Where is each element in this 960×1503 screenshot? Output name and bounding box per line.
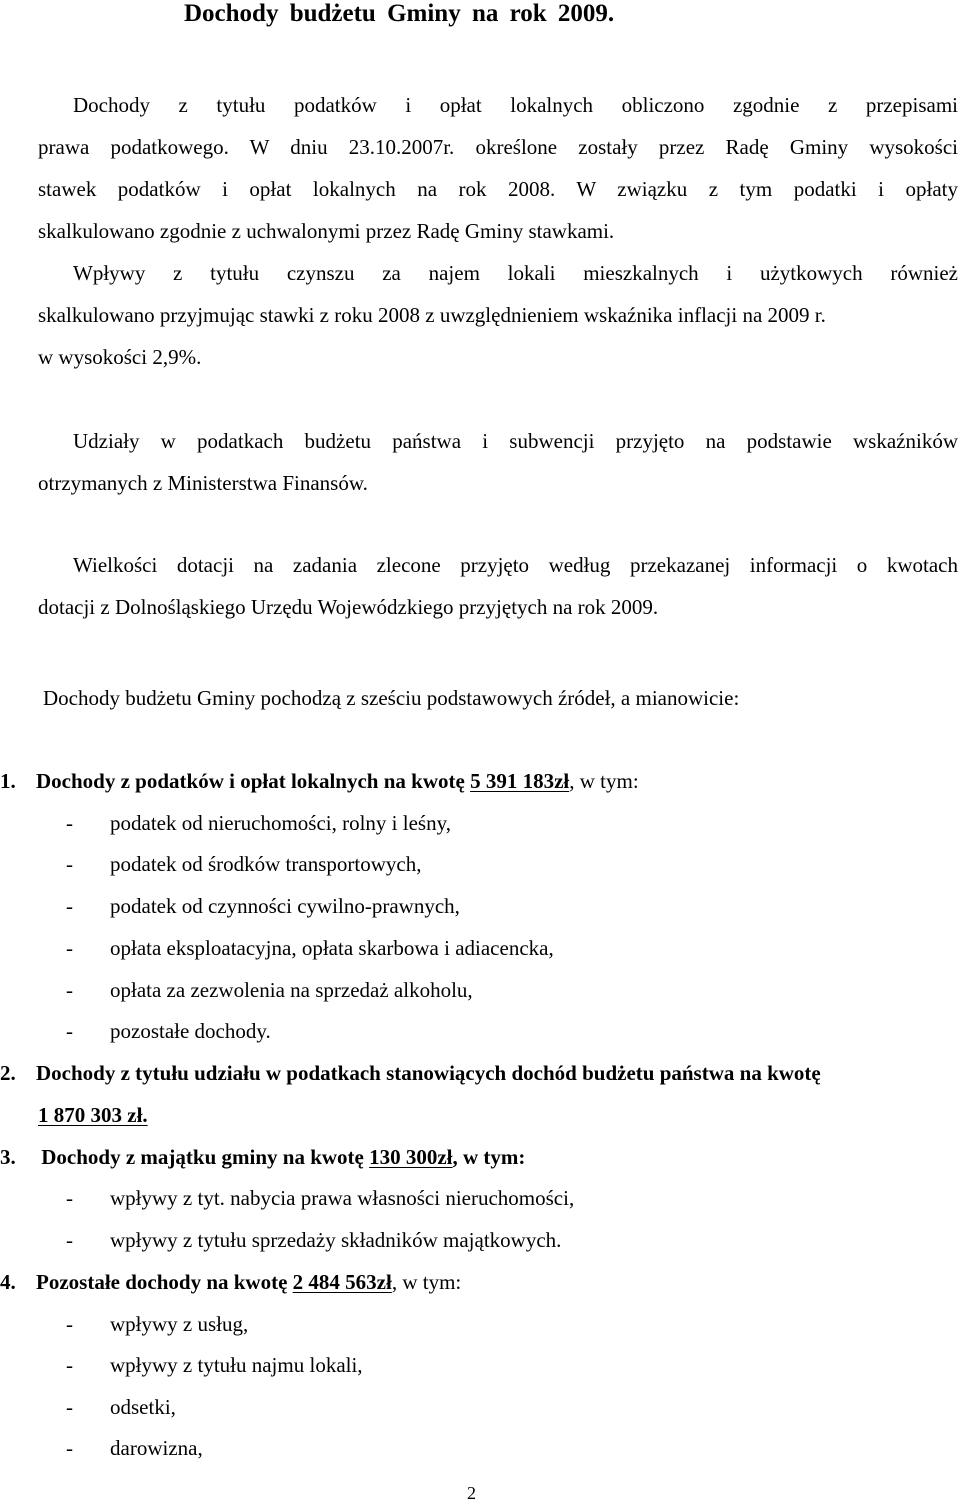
dash-bullet: -: [66, 1019, 73, 1043]
dash-bullet: -: [66, 811, 73, 835]
list-item-text: podatek od czynności cywilno-prawnych,: [110, 894, 460, 918]
dash-bullet: -: [66, 1228, 73, 1252]
zrodla-sentence: [43, 677, 960, 719]
list-item-text: wpływy z tytułu najmu lokali,: [110, 1353, 363, 1377]
list-item: [66, 1303, 248, 1345]
section-3-number: 3.: [0, 1145, 16, 1169]
udzialy-line-1: Udziały w podatkach budżetu państwa i subwencji przyjęto na podstawie wskaźników: [73, 429, 958, 453]
list-item: [66, 885, 460, 927]
section-1-amount: 5 391 183zł: [470, 769, 570, 793]
list-item-text: wpływy z tyt. nabycia prawa własności nieruchomości,: [110, 1186, 575, 1210]
section-4-heading: [0, 1261, 461, 1303]
intro-line-7: w wysokości 2,9%.: [38, 345, 202, 369]
section-3-title: Dochody z majątku gminy na kwotę: [36, 1145, 370, 1169]
section-2-heading: [0, 1052, 821, 1094]
section-4-amount: 2 484 563zł: [292, 1270, 392, 1294]
section-4-title: Pozostałe dochody na kwotę: [36, 1270, 293, 1294]
dotacje-line-1: Wielkości dotacji na zadania zlecone przyjęto według przekazanej informacji o kwotach: [73, 553, 958, 577]
section-2-amount-line: [38, 1094, 148, 1136]
dash-bullet: -: [66, 894, 73, 918]
list-item-text: odsetki,: [110, 1395, 176, 1419]
page-number: 2: [467, 1483, 476, 1503]
intro-line-5: Wpływy z tytułu czynszu za najem lokali mieszkalnych i użytkowych również: [73, 261, 958, 285]
list-item: [66, 1386, 176, 1428]
list-item-text: pozostałe dochody.: [110, 1019, 271, 1043]
intro-line-4: skalkulowano zgodnie z uchwalonymi przez Radę Gminy stawkami.: [38, 219, 615, 243]
section-3-heading: [0, 1136, 525, 1178]
list-item: [66, 927, 554, 969]
dotacje-paragraph: [38, 544, 958, 628]
list-item: [66, 1344, 363, 1386]
udzialy-line-2: otrzymanych z Ministerstwa Finansów.: [38, 471, 368, 495]
intro-line-6: skalkulowano przyjmując stawki z roku 2008 z uwzględnieniem wskaźnika inflacji na 2009 r.: [38, 303, 826, 327]
dash-bullet: -: [66, 852, 73, 876]
list-item-text: wpływy z tytułu sprzedaży składników majątkowych.: [110, 1228, 562, 1252]
dash-bullet: -: [66, 1395, 73, 1419]
list-item: [66, 802, 451, 844]
intro-line-2: prawa podatkowego. W dniu 23.10.2007r. określone zostały przez Radę Gminy wysokości: [38, 135, 958, 159]
list-item-text: opłata za zezwolenia na sprzedaż alkoholu,: [110, 978, 473, 1002]
section-4-suffix: , w tym:: [391, 1270, 462, 1294]
section-2-number: 2.: [0, 1061, 16, 1085]
intro-line-3: stawek podatków i opłat lokalnych na rok 2008. W związku z tym podatki i opłaty: [38, 177, 958, 201]
section-1-number: 1.: [0, 769, 16, 793]
list-item-text: podatek od środków transportowych,: [110, 852, 422, 876]
section-3-amount: 130 300zł: [369, 1145, 453, 1169]
udzialy-paragraph: [38, 420, 958, 504]
intro-paragraph: [38, 84, 958, 378]
intro-line-1: Dochody z tytułu podatków i opłat lokalnych obliczono zgodnie z przepisami: [73, 93, 958, 117]
section-3-suffix: , w tym:: [452, 1145, 526, 1169]
dash-bullet: -: [66, 936, 73, 960]
dotacje-line-2: dotacji z Dolnośląskiego Urzędu Wojewódzkiego przyjętych na rok 2009.: [38, 595, 659, 619]
document-title: Dochody budżetu Gminy na rok 2009.: [184, 0, 615, 27]
list-item: [66, 1219, 561, 1261]
list-item: [66, 969, 473, 1011]
dash-bullet: -: [66, 978, 73, 1002]
section-4-number: 4.: [0, 1270, 16, 1294]
section-1-title: Dochody z podatków i opłat lokalnych na kwotę: [36, 769, 471, 793]
list-item-text: darowizna,: [110, 1436, 203, 1460]
list-item-text: wpływy z usług,: [110, 1312, 249, 1336]
list-item: [66, 843, 421, 885]
section-1-heading: [0, 760, 639, 802]
dash-bullet: -: [66, 1436, 73, 1460]
list-item-text: podatek od nieruchomości, rolny i leśny,: [110, 811, 451, 835]
list-item: [66, 1010, 271, 1052]
dash-bullet: -: [66, 1353, 73, 1377]
list-item: [66, 1427, 203, 1469]
section-1-suffix: , w tym:: [569, 769, 639, 793]
dash-bullet: -: [66, 1312, 73, 1336]
section-2-title: Dochody z tytułu udziału w podatkach stanowiących dochód budżetu państwa na kwotę: [36, 1061, 821, 1085]
zrodla-text: Dochody budżetu Gminy pochodzą z sześciu podstawowych źródeł, a mianowicie:: [43, 686, 740, 710]
dash-bullet: -: [66, 1186, 73, 1210]
list-item-text: opłata eksploatacyjna, opłata skarbowa i adiacencka,: [110, 936, 554, 960]
list-item: [66, 1177, 574, 1219]
section-2-amount: 1 870 303 zł.: [38, 1103, 148, 1127]
